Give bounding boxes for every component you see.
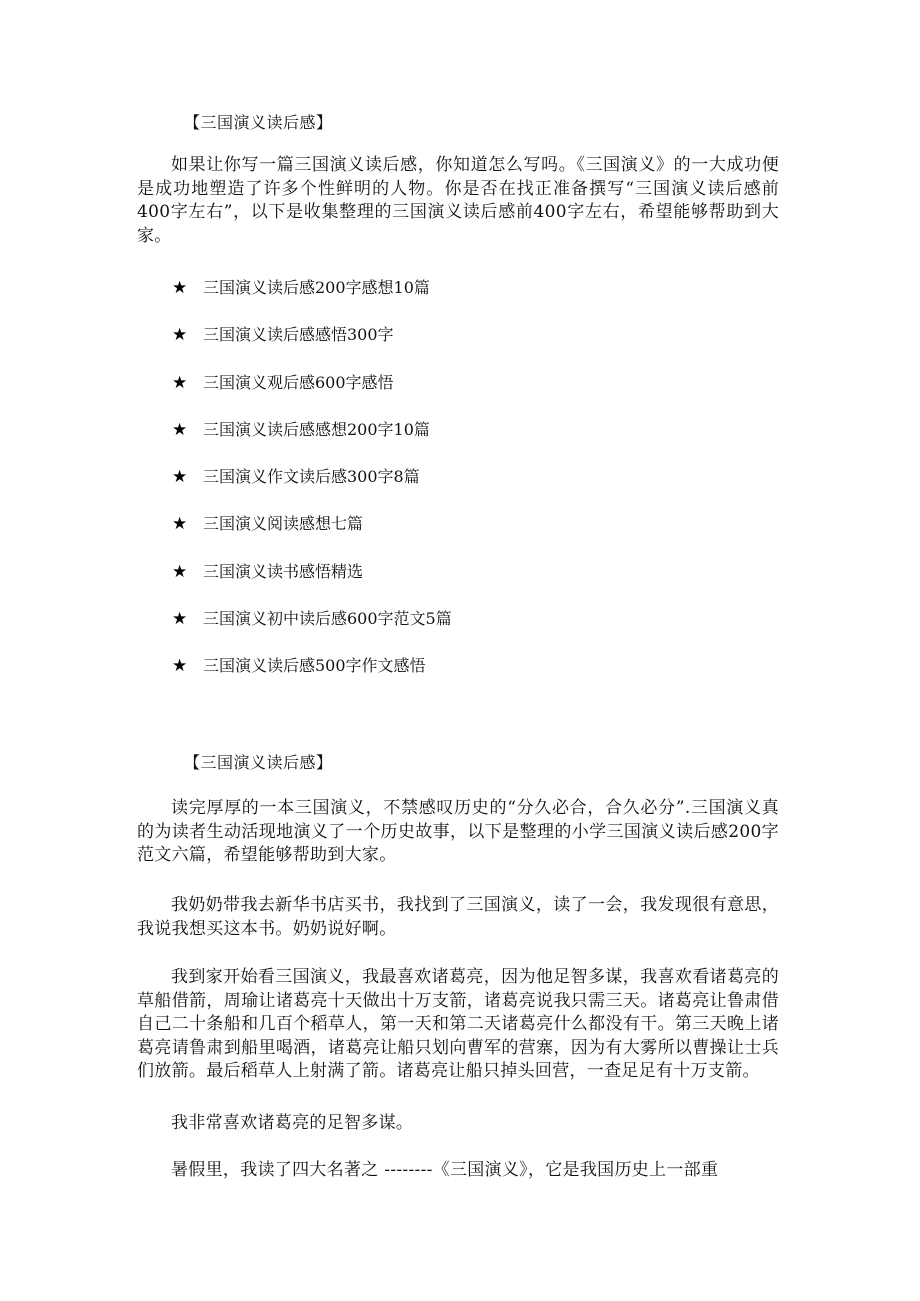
list-item-label: 三国演义读后感感悟300字 bbox=[203, 325, 394, 345]
list-item-label: 三国演义作文读后感300字8篇 bbox=[203, 467, 420, 487]
list-item[interactable] bbox=[172, 371, 452, 418]
list-item[interactable] bbox=[172, 418, 452, 465]
list-item[interactable] bbox=[172, 323, 452, 370]
list-item[interactable] bbox=[172, 654, 452, 701]
list-item-label: 三国演义观后感600字感悟 bbox=[203, 372, 394, 392]
list-item-label: 三国演义读后感500字作文感悟 bbox=[203, 656, 426, 676]
star-icon: ★ bbox=[172, 467, 188, 488]
body-paragraph: 我奶奶带我去新华书店买书，我找到了三国演义，读了一会，我发现很有意思，我说我想买这本书。奶奶说好啊。 bbox=[137, 895, 779, 939]
list-item-label: 三国演义读书感悟精选 bbox=[203, 561, 364, 581]
list-item[interactable] bbox=[172, 512, 452, 559]
star-icon: ★ bbox=[172, 609, 188, 630]
star-icon: ★ bbox=[172, 372, 188, 393]
star-icon: ★ bbox=[172, 325, 188, 346]
list-item-label: 三国演义初中读后感600字范文5篇 bbox=[203, 609, 452, 629]
intro-paragraph: 如果让你写一篇三国演义读后感，你知道怎么写吗。《三国演义》的一大成功便是成功地塑造了许多个性鲜明的人物。你是否在找正准备撰写“三国演义读后感前400字左右”，以下是收集整理的三国演义读后感前400字左右，希望能够帮助到大家。 bbox=[137, 155, 779, 246]
section-heading: 【三国演义读后感】 bbox=[184, 113, 333, 132]
section-heading: 【三国演义读后感】 bbox=[184, 753, 333, 772]
list-item-label: 三国演义读后感感想200字10篇 bbox=[203, 419, 430, 439]
body-paragraph: 我到家开始看三国演义，我最喜欢诸葛亮，因为他足智多谋，我喜欢看诸葛亮的草船借箭，周瑜让诸葛亮十天做出十万支箭，诸葛亮说我只需三天。诸葛亮让鲁肃借自己二十条船和几百个稻草人，第一天和第二天诸葛亮什么都没有干。第三天晚上诸葛亮请鲁肃到船里喝酒，诸葛亮让船只划向曹军的营寨，因为有大雾所以曹操让士兵们放箭。最后稻草人上射满了箭。诸葛亮让船只掉头回营，一查足足有十万支箭。 bbox=[137, 967, 779, 1081]
star-icon: ★ bbox=[172, 419, 188, 440]
body-paragraph: 暑假里，我读了四大名著之 --------《三国演义》，它是我国历史上一部重 bbox=[171, 1160, 719, 1180]
list-item[interactable] bbox=[172, 276, 452, 323]
article-link-list bbox=[172, 276, 452, 702]
list-item[interactable] bbox=[172, 560, 452, 607]
star-icon: ★ bbox=[172, 278, 188, 298]
list-item[interactable] bbox=[172, 607, 452, 654]
list-item-label: 三国演义阅读感想七篇 bbox=[203, 514, 364, 534]
list-item-label: 三国演义读后感200字感想10篇 bbox=[203, 278, 430, 297]
star-icon: ★ bbox=[172, 656, 188, 677]
body-paragraph: 我非常喜欢诸葛亮的足智多谋。 bbox=[171, 1113, 414, 1133]
star-icon: ★ bbox=[172, 561, 188, 582]
body-paragraph: 读完厚厚的一本三国演义，不禁感叹历史的“分久必合，合久必分”.三国演义真的为读者生动活现地演义了一个历史故事，以下是整理的小学三国演义读后感200字范文六篇，希望能够帮助到大家。 bbox=[137, 798, 779, 865]
list-item[interactable] bbox=[172, 465, 452, 512]
star-icon: ★ bbox=[172, 514, 188, 535]
